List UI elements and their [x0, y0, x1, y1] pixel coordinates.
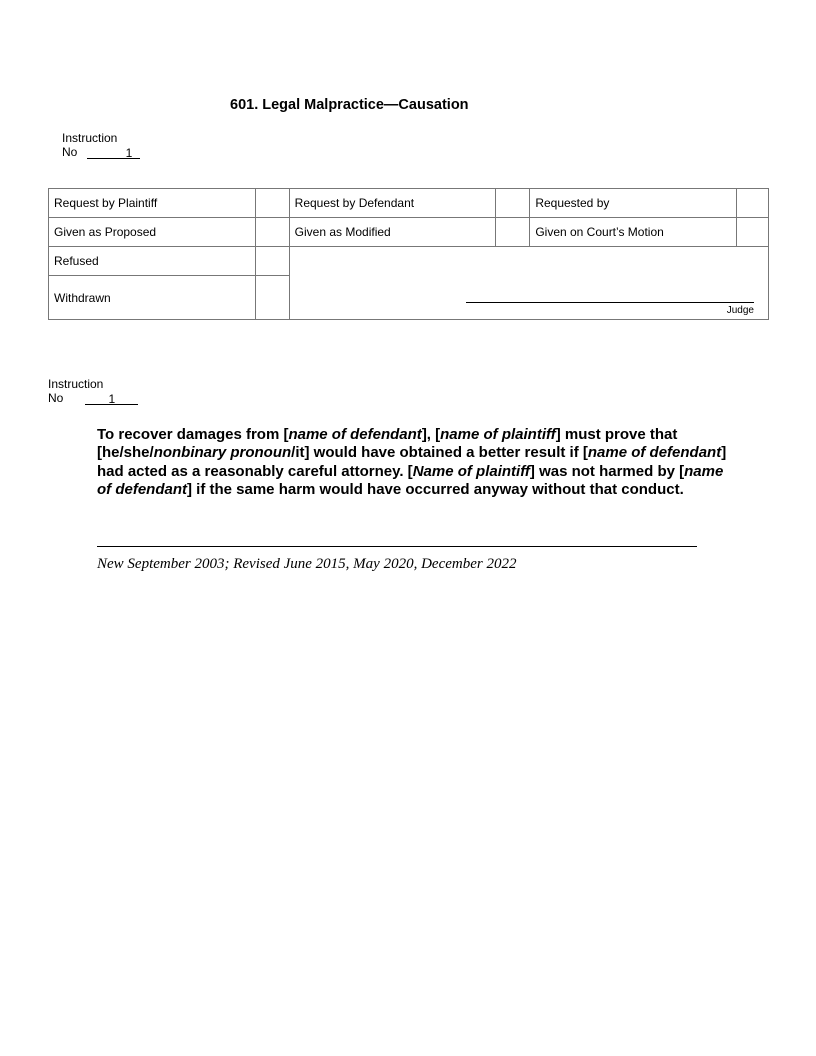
judge-label: Judge: [726, 305, 754, 316]
requested-by-checkbox[interactable]: [736, 189, 768, 218]
judge-signature-area[interactable]: [289, 247, 768, 320]
placeholder-name-of-plaintiff: name of plaintiff: [440, 426, 556, 443]
refused-label: Refused: [49, 247, 256, 276]
placeholder-name-of-defendant: name of defendant: [587, 444, 722, 462]
withdrawn-checkbox[interactable]: [255, 276, 289, 320]
no-label: No: [48, 391, 64, 405]
given-on-courts-motion-label: Given on Court’s Motion: [530, 218, 737, 247]
requested-by-label: Requested by: [530, 189, 737, 218]
instruction-number: 1: [85, 392, 138, 405]
body-text-segment: ] was not harmed by [: [529, 462, 685, 480]
placeholder-nonbinary-pronoun: nonbinary pronoun: [153, 444, 292, 462]
instruction-label: Instruction: [48, 377, 104, 391]
body-text-segment: ] if the same harm would have occurred anyway without that conduct.: [187, 480, 684, 498]
refused-checkbox[interactable]: [255, 247, 289, 276]
body-text-segment: ] had acted as a reasonably careful attorney. [: [97, 444, 727, 480]
given-as-modified-checkbox[interactable]: [496, 218, 530, 247]
body-text-segment: ] must prove that [he/she/: [97, 426, 678, 462]
instruction-body-text: [97, 426, 737, 499]
instruction-number-block-top: [62, 131, 140, 159]
instruction-label: Instruction: [62, 131, 118, 145]
given-as-modified-label: Given as Modified: [289, 218, 496, 247]
no-label: No: [62, 145, 78, 159]
request-by-plaintiff-checkbox[interactable]: [255, 189, 289, 218]
given-on-courts-motion-checkbox[interactable]: [736, 218, 768, 247]
request-by-plaintiff-label: Request by Plaintiff: [49, 189, 256, 218]
judge-signature-line: [466, 302, 754, 303]
body-text-segment: /it] would have obtained a better result if [: [291, 444, 588, 462]
body-text-segment: ], [: [421, 426, 441, 443]
request-by-defendant-label: Request by Defendant: [289, 189, 496, 218]
placeholder-name-of-defendant: name of defendant: [288, 426, 422, 443]
withdrawn-label: Withdrawn: [49, 276, 256, 320]
instruction-number-block-body: [48, 377, 138, 405]
placeholder-name-of-plaintiff: Name of plaintiff: [412, 462, 530, 480]
instruction-number: 1: [87, 146, 140, 159]
instruction-title: 601. Legal Malpractice—Causation: [230, 97, 469, 113]
request-form-table: [48, 188, 769, 320]
request-by-defendant-checkbox[interactable]: [496, 189, 530, 218]
divider-line: [97, 546, 697, 547]
placeholder-name-of-defendant: name of defendant: [97, 462, 724, 498]
given-as-proposed-label: Given as Proposed: [49, 218, 256, 247]
body-text-segment: To recover damages from [: [97, 426, 289, 443]
given-as-proposed-checkbox[interactable]: [255, 218, 289, 247]
revision-history: New September 2003; Revised June 2015, May 2020, December 2022: [97, 556, 517, 572]
